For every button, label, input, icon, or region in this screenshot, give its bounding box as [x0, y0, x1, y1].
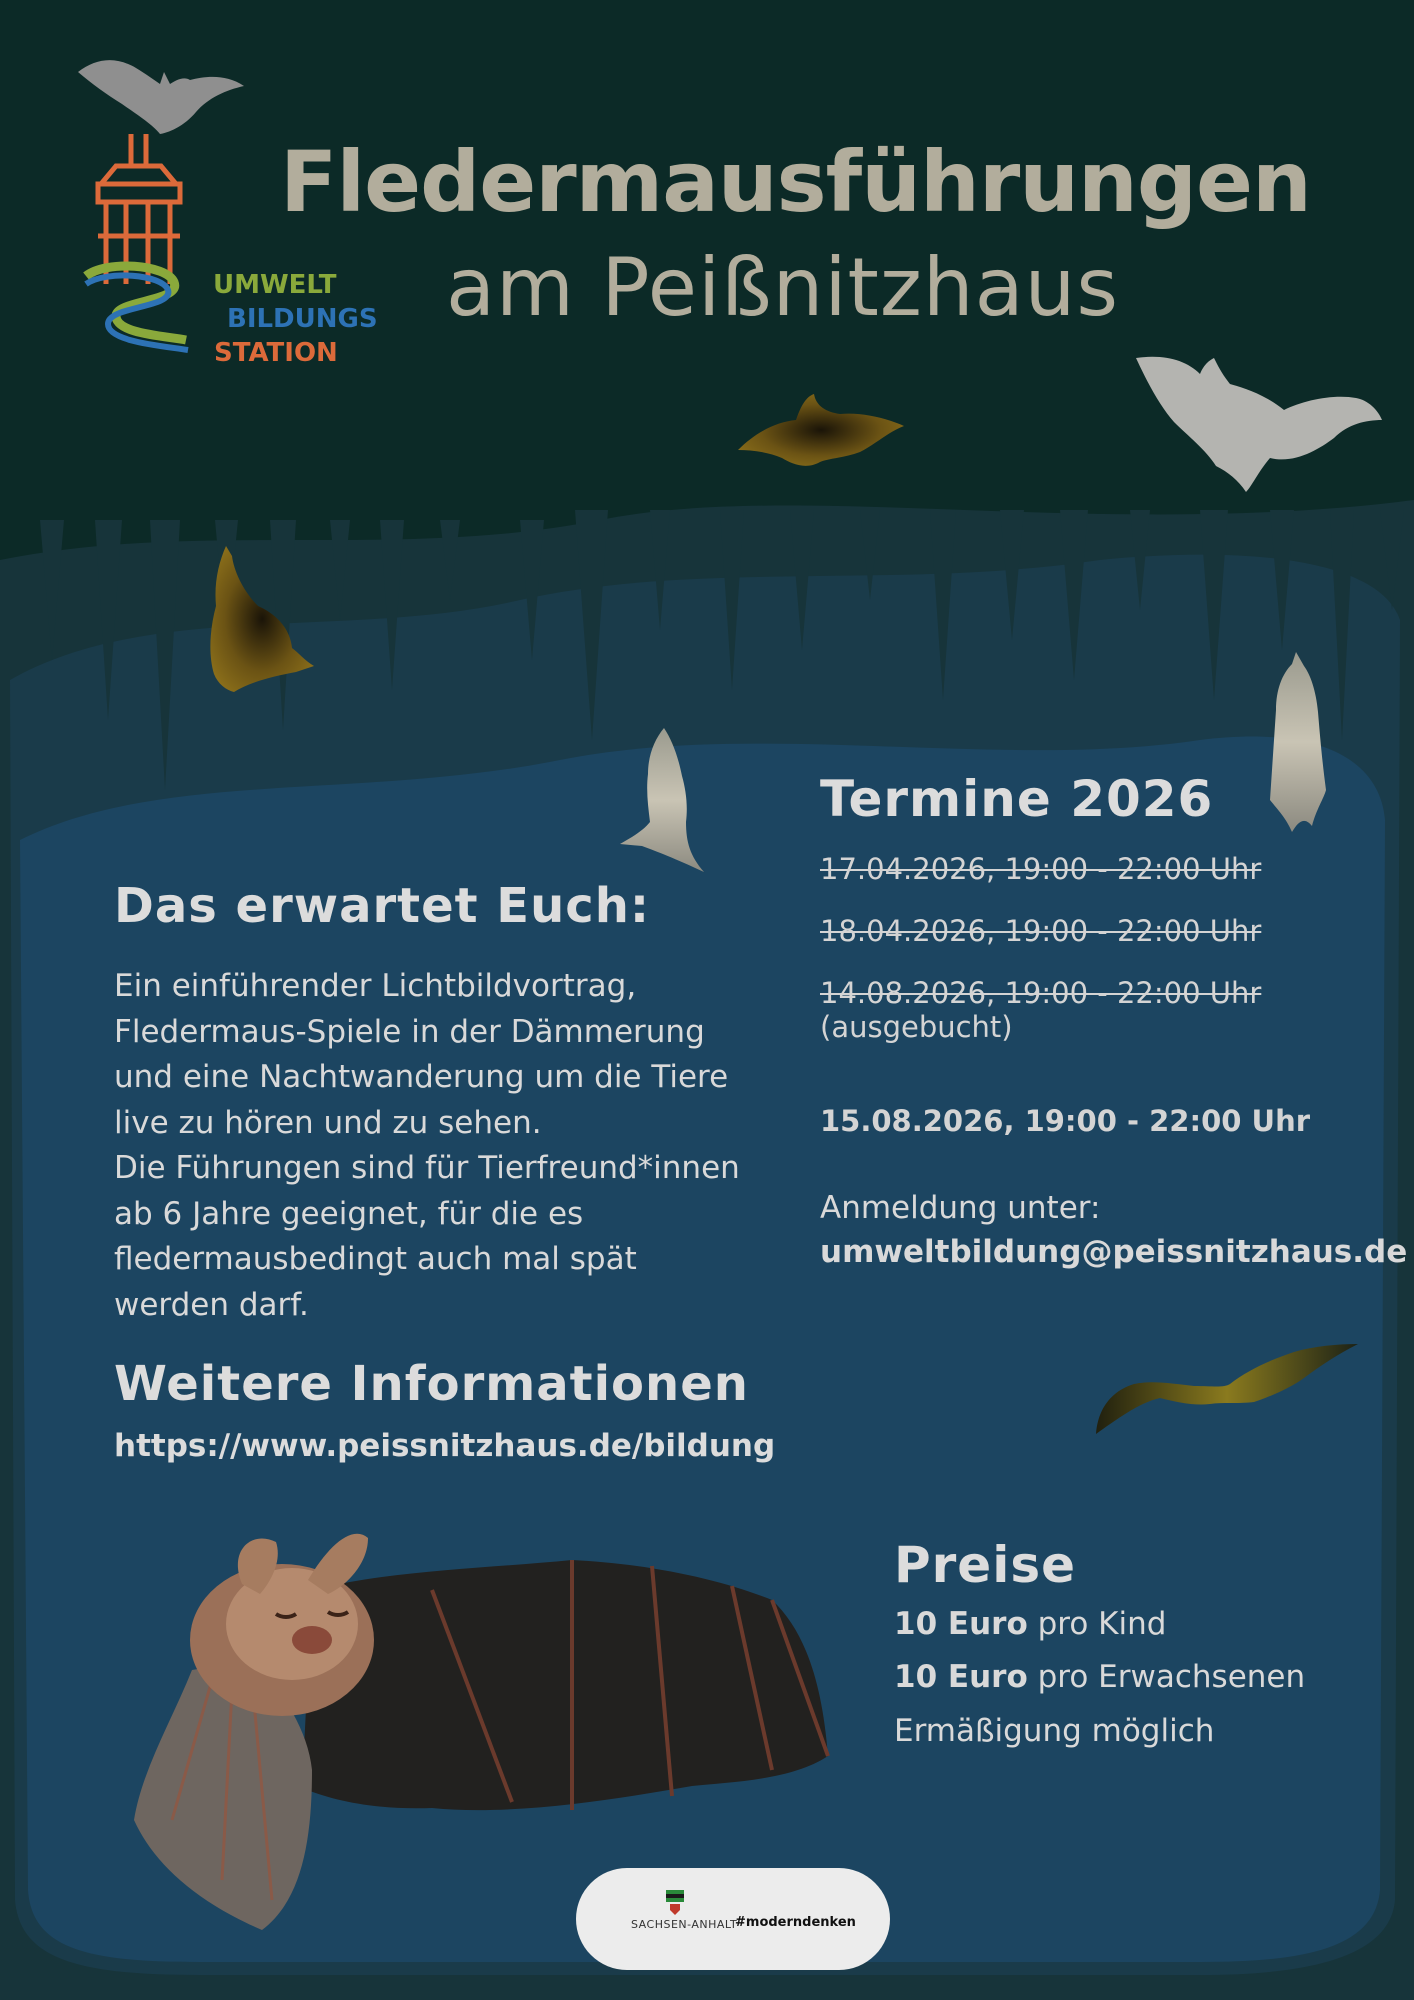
expect-heading: Das erwartet Euch:	[114, 878, 651, 934]
hanging-bat-grey-left-icon	[618, 726, 708, 876]
coat-of-arms-icon	[664, 1890, 686, 1916]
prices-heading: Preise	[894, 1536, 1077, 1594]
expect-line: und eine Nachtwanderung um die Tiere	[114, 1059, 729, 1095]
flying-bat-grey-icon	[1134, 354, 1384, 494]
logo-text-umwelt: UMWELT	[213, 270, 337, 300]
logo-bat-icon	[78, 60, 244, 134]
price-adult-amount: 10 Euro	[894, 1659, 1028, 1695]
date-item-available: 15.08.2026, 19:00 - 22:00 Uhr	[820, 1104, 1311, 1138]
page-title: Fledermausführungen	[280, 133, 1311, 231]
sponsor-state-label: SACHSEN-ANHALT	[631, 1918, 738, 1931]
logo-text-station: STATION	[214, 338, 338, 368]
logo-tower-icon	[98, 134, 180, 284]
sponsor-hashtag: #moderndenken	[735, 1915, 856, 1930]
price-child-label: pro Kind	[1037, 1606, 1167, 1642]
logo-text-bildungs: BILDUNGS	[227, 304, 378, 334]
info-heading: Weitere Informationen	[114, 1356, 749, 1412]
registration-label: Anmeldung unter:	[820, 1190, 1101, 1226]
bat-wing-right	[302, 1560, 828, 1810]
flying-bat-brown-icon	[736, 392, 906, 472]
price-discount: Ermäßigung möglich	[894, 1713, 1215, 1749]
date-item-cancelled: 18.04.2026, 19:00 - 22:00 Uhr	[820, 914, 1262, 948]
registration-email-link[interactable]: umweltbildung@peissnitzhaus.de	[820, 1234, 1408, 1270]
price-adult	[894, 1659, 1305, 1695]
price-child-amount: 10 Euro	[894, 1606, 1028, 1642]
expect-line: werden darf.	[114, 1286, 309, 1323]
flying-bat-gold-icon	[1094, 1340, 1360, 1436]
dates-heading: Termine 2026	[820, 770, 1214, 828]
expect-description	[114, 964, 774, 1328]
page-subtitle: am Peißnitzhaus	[446, 241, 1120, 334]
price-adult-label: pro Erwachsenen	[1037, 1659, 1306, 1695]
date-item-cancelled: 14.08.2026, 19:00 - 22:00 Uhr	[820, 976, 1262, 1010]
price-child	[894, 1606, 1166, 1642]
expect-line: Die Führungen sind für Tierfreund*innen	[114, 1150, 740, 1186]
hanging-bat-grey-right-icon	[1268, 650, 1328, 834]
expect-line: Ein einführender Lichtbildvortrag,	[114, 968, 637, 1004]
date-item-cancelled: 17.04.2026, 19:00 - 22:00 Uhr	[820, 852, 1262, 886]
expect-line: live zu hören und zu sehen.	[114, 1104, 542, 1141]
expect-line: Fledermaus-Spiele in der Dämmerung	[114, 1013, 705, 1050]
hanging-bat-brown-icon	[204, 544, 316, 694]
info-link[interactable]: https://www.peissnitzhaus.de/bildung	[114, 1428, 776, 1464]
expect-line: ab 6 Jahre geeignet, für die es	[114, 1195, 584, 1232]
date-item-note: (ausgebucht)	[820, 1010, 1013, 1044]
expect-line: fledermausbedingt auch mal spät	[114, 1241, 637, 1277]
